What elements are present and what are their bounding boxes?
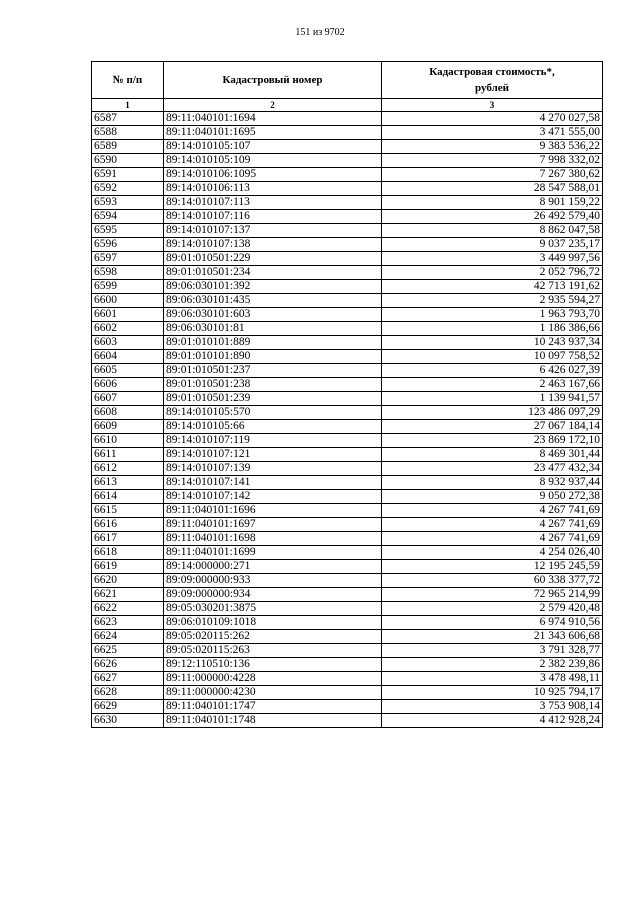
row-number-cell: 6622 xyxy=(92,602,164,616)
table-row xyxy=(92,378,603,392)
row-number-cell: 6600 xyxy=(92,294,164,308)
row-number-cell: 6616 xyxy=(92,518,164,532)
cadastral-number-cell: 89:11:040101:1747 xyxy=(164,700,382,714)
table-row xyxy=(92,616,603,630)
cadastral-value-cell: 8 862 047,58 xyxy=(382,224,603,238)
cadastral-value-cell: 4 267 741,69 xyxy=(382,518,603,532)
table-row xyxy=(92,168,603,182)
row-number-cell: 6607 xyxy=(92,392,164,406)
row-number-cell: 6592 xyxy=(92,182,164,196)
table-body xyxy=(92,112,603,728)
table-row xyxy=(92,476,603,490)
cadastral-number-cell: 89:14:010107:116 xyxy=(164,210,382,224)
cadastral-value-cell: 1 139 941,57 xyxy=(382,392,603,406)
table-row xyxy=(92,224,603,238)
cadastral-value-cell: 26 492 579,40 xyxy=(382,210,603,224)
cadastral-number-cell: 89:11:040101:1697 xyxy=(164,518,382,532)
cadastral-value-cell: 12 195 245,59 xyxy=(382,560,603,574)
cadastral-value-cell: 21 343 606,68 xyxy=(382,630,603,644)
cadastral-number-cell: 89:06:030101:603 xyxy=(164,308,382,322)
cadastral-number-cell: 89:01:010501:239 xyxy=(164,392,382,406)
cadastral-value-cell: 23 869 172,10 xyxy=(382,434,603,448)
cadastral-number-cell: 89:05:020115:262 xyxy=(164,630,382,644)
row-number-cell: 6601 xyxy=(92,308,164,322)
cadastral-value-cell: 10 097 758,52 xyxy=(382,350,603,364)
row-number-cell: 6608 xyxy=(92,406,164,420)
cadastral-value-cell: 9 050 272,38 xyxy=(382,490,603,504)
column-number: 1 xyxy=(92,99,164,112)
cadastral-value-cell: 2 382 239,86 xyxy=(382,658,603,672)
row-number-cell: 6625 xyxy=(92,644,164,658)
table-row xyxy=(92,434,603,448)
cadastral-number-cell: 89:11:040101:1696 xyxy=(164,504,382,518)
row-number-cell: 6617 xyxy=(92,532,164,546)
table-row xyxy=(92,294,603,308)
row-number-cell: 6602 xyxy=(92,322,164,336)
cadastral-number-cell: 89:14:010107:119 xyxy=(164,434,382,448)
table-row xyxy=(92,350,603,364)
cadastral-number-cell: 89:11:040101:1699 xyxy=(164,546,382,560)
cadastral-number-cell: 89:12:110510:136 xyxy=(164,658,382,672)
table-row xyxy=(92,112,603,126)
cadastral-number-cell: 89:14:010105:570 xyxy=(164,406,382,420)
table-row xyxy=(92,574,603,588)
table-row xyxy=(92,532,603,546)
cadastral-number-cell: 89:06:030101:435 xyxy=(164,294,382,308)
cadastral-number-cell: 89:01:010101:890 xyxy=(164,350,382,364)
cadastral-value-cell: 28 547 588,01 xyxy=(382,182,603,196)
cadastral-value-cell: 6 974 910,56 xyxy=(382,616,603,630)
table-row xyxy=(92,546,603,560)
cadastral-value-cell: 4 267 741,69 xyxy=(382,532,603,546)
cadastral-value-table xyxy=(91,61,603,728)
cadastral-number-cell: 89:05:020115:263 xyxy=(164,644,382,658)
cadastral-value-cell: 3 471 555,00 xyxy=(382,126,603,140)
cadastral-value-cell: 9 037 235,17 xyxy=(382,238,603,252)
table-row xyxy=(92,182,603,196)
cadastral-number-cell: 89:14:000000:271 xyxy=(164,560,382,574)
cadastral-value-cell: 72 965 214,99 xyxy=(382,588,603,602)
row-number-cell: 6624 xyxy=(92,630,164,644)
cadastral-value-cell: 1 186 386,66 xyxy=(382,322,603,336)
cadastral-value-cell: 6 426 027,39 xyxy=(382,364,603,378)
table-row xyxy=(92,658,603,672)
table-row xyxy=(92,154,603,168)
header-cadastral-value-line2: рублей xyxy=(475,82,509,94)
row-number-cell: 6604 xyxy=(92,350,164,364)
cadastral-number-cell: 89:01:010501:234 xyxy=(164,266,382,280)
row-number-cell: 6618 xyxy=(92,546,164,560)
cadastral-number-cell: 89:01:010501:229 xyxy=(164,252,382,266)
cadastral-number-cell: 89:06:030101:392 xyxy=(164,280,382,294)
table-row xyxy=(92,448,603,462)
table-row xyxy=(92,364,603,378)
cadastral-value-cell: 2 579 420,48 xyxy=(382,602,603,616)
table-row xyxy=(92,686,603,700)
cadastral-value-cell: 23 477 432,34 xyxy=(382,462,603,476)
cadastral-number-cell: 89:09:000000:933 xyxy=(164,574,382,588)
row-number-cell: 6627 xyxy=(92,672,164,686)
cadastral-value-cell: 3 478 498,11 xyxy=(382,672,603,686)
row-number-cell: 6603 xyxy=(92,336,164,350)
row-number-cell: 6629 xyxy=(92,700,164,714)
table-row xyxy=(92,140,603,154)
cadastral-number-cell: 89:14:010107:141 xyxy=(164,476,382,490)
row-number-cell: 6614 xyxy=(92,490,164,504)
table-row xyxy=(92,308,603,322)
table-row xyxy=(92,490,603,504)
table-row xyxy=(92,714,603,728)
column-number: 3 xyxy=(382,99,603,112)
row-number-cell: 6621 xyxy=(92,588,164,602)
cadastral-value-cell: 3 791 328,77 xyxy=(382,644,603,658)
table-row xyxy=(92,126,603,140)
cadastral-number-cell: 89:14:010107:113 xyxy=(164,196,382,210)
cadastral-number-cell: 89:11:040101:1694 xyxy=(164,112,382,126)
cadastral-number-cell: 89:14:010105:66 xyxy=(164,420,382,434)
table-row xyxy=(92,588,603,602)
cadastral-value-cell: 8 932 937,44 xyxy=(382,476,603,490)
cadastral-number-cell: 89:01:010501:237 xyxy=(164,364,382,378)
row-number-cell: 6615 xyxy=(92,504,164,518)
cadastral-number-cell: 89:11:040101:1748 xyxy=(164,714,382,728)
cadastral-value-cell: 10 243 937,34 xyxy=(382,336,603,350)
cadastral-value-cell: 4 254 026,40 xyxy=(382,546,603,560)
row-number-cell: 6619 xyxy=(92,560,164,574)
cadastral-value-cell: 27 067 184,14 xyxy=(382,420,603,434)
table-row xyxy=(92,518,603,532)
cadastral-value-cell: 1 963 793,70 xyxy=(382,308,603,322)
cadastral-value-cell: 7 998 332,02 xyxy=(382,154,603,168)
cadastral-value-cell: 42 713 191,62 xyxy=(382,280,603,294)
cadastral-number-cell: 89:14:010105:107 xyxy=(164,140,382,154)
column-number: 2 xyxy=(164,99,382,112)
table-row xyxy=(92,406,603,420)
row-number-cell: 6620 xyxy=(92,574,164,588)
row-number-cell: 6610 xyxy=(92,434,164,448)
cadastral-number-cell: 89:14:010107:142 xyxy=(164,490,382,504)
cadastral-value-cell: 3 753 908,14 xyxy=(382,700,603,714)
row-number-cell: 6589 xyxy=(92,140,164,154)
cadastral-value-cell: 4 412 928,24 xyxy=(382,714,603,728)
table-row xyxy=(92,504,603,518)
table-row xyxy=(92,238,603,252)
row-number-cell: 6599 xyxy=(92,280,164,294)
cadastral-value-cell: 9 383 536,22 xyxy=(382,140,603,154)
cadastral-number-cell: 89:14:010105:109 xyxy=(164,154,382,168)
cadastral-number-cell: 89:14:010107:139 xyxy=(164,462,382,476)
row-number-cell: 6612 xyxy=(92,462,164,476)
row-number-cell: 6628 xyxy=(92,686,164,700)
cadastral-value-cell: 2 935 594,27 xyxy=(382,294,603,308)
table-row xyxy=(92,280,603,294)
column-number-row xyxy=(92,99,603,112)
cadastral-value-cell: 2 463 167,66 xyxy=(382,378,603,392)
cadastral-number-cell: 89:14:010107:137 xyxy=(164,224,382,238)
cadastral-value-cell: 123 486 097,29 xyxy=(382,406,603,420)
row-number-cell: 6590 xyxy=(92,154,164,168)
table-row xyxy=(92,630,603,644)
table-row xyxy=(92,336,603,350)
table-row xyxy=(92,392,603,406)
row-number-cell: 6596 xyxy=(92,238,164,252)
cadastral-number-cell: 89:05:030201:3875 xyxy=(164,602,382,616)
table-row xyxy=(92,602,603,616)
table-row xyxy=(92,560,603,574)
table-row xyxy=(92,644,603,658)
cadastral-number-cell: 89:01:010101:889 xyxy=(164,336,382,350)
row-number-cell: 6626 xyxy=(92,658,164,672)
row-number-cell: 6623 xyxy=(92,616,164,630)
cadastral-number-cell: 89:11:000000:4230 xyxy=(164,686,382,700)
row-number-cell: 6605 xyxy=(92,364,164,378)
table-row xyxy=(92,210,603,224)
row-number-cell: 6606 xyxy=(92,378,164,392)
cadastral-number-cell: 89:09:000000:934 xyxy=(164,588,382,602)
cadastral-number-cell: 89:06:030101:81 xyxy=(164,322,382,336)
cadastral-number-cell: 89:11:040101:1698 xyxy=(164,532,382,546)
header-cadastral-value xyxy=(382,62,603,99)
cadastral-value-cell: 8 469 301,44 xyxy=(382,448,603,462)
header-row-number: № п/п xyxy=(92,62,164,99)
cadastral-value-cell: 10 925 794,17 xyxy=(382,686,603,700)
table-row xyxy=(92,462,603,476)
table-row xyxy=(92,252,603,266)
row-number-cell: 6588 xyxy=(92,126,164,140)
row-number-cell: 6597 xyxy=(92,252,164,266)
cadastral-value-cell: 60 338 377,72 xyxy=(382,574,603,588)
cadastral-value-cell: 8 901 159,22 xyxy=(382,196,603,210)
header-cadastral-value-line1: Кадастровая стоимость*, xyxy=(429,66,555,78)
cadastral-number-cell: 89:14:010106:113 xyxy=(164,182,382,196)
cadastral-number-cell: 89:11:000000:4228 xyxy=(164,672,382,686)
row-number-cell: 6595 xyxy=(92,224,164,238)
table-row xyxy=(92,322,603,336)
cadastral-value-cell: 4 267 741,69 xyxy=(382,504,603,518)
row-number-cell: 6613 xyxy=(92,476,164,490)
row-number-cell: 6609 xyxy=(92,420,164,434)
row-number-cell: 6591 xyxy=(92,168,164,182)
table-header-row xyxy=(92,62,603,99)
cadastral-value-cell: 7 267 380,62 xyxy=(382,168,603,182)
header-cadastral-number: Кадастровый номер xyxy=(164,62,382,99)
cadastral-number-cell: 89:14:010107:138 xyxy=(164,238,382,252)
row-number-cell: 6630 xyxy=(92,714,164,728)
cadastral-number-cell: 89:14:010106:1095 xyxy=(164,168,382,182)
table-row xyxy=(92,700,603,714)
row-number-cell: 6611 xyxy=(92,448,164,462)
cadastral-number-cell: 89:01:010501:238 xyxy=(164,378,382,392)
cadastral-value-cell: 3 449 997,56 xyxy=(382,252,603,266)
cadastral-number-cell: 89:14:010107:121 xyxy=(164,448,382,462)
cadastral-value-cell: 4 270 027,58 xyxy=(382,112,603,126)
page-counter: 151 из 9702 xyxy=(295,27,345,38)
table-row xyxy=(92,196,603,210)
row-number-cell: 6594 xyxy=(92,210,164,224)
row-number-cell: 6598 xyxy=(92,266,164,280)
table-row xyxy=(92,266,603,280)
cadastral-value-cell: 2 052 796,72 xyxy=(382,266,603,280)
row-number-cell: 6587 xyxy=(92,112,164,126)
cadastral-number-cell: 89:11:040101:1695 xyxy=(164,126,382,140)
table-row xyxy=(92,672,603,686)
row-number-cell: 6593 xyxy=(92,196,164,210)
table-row xyxy=(92,420,603,434)
cadastral-number-cell: 89:06:010109:1018 xyxy=(164,616,382,630)
